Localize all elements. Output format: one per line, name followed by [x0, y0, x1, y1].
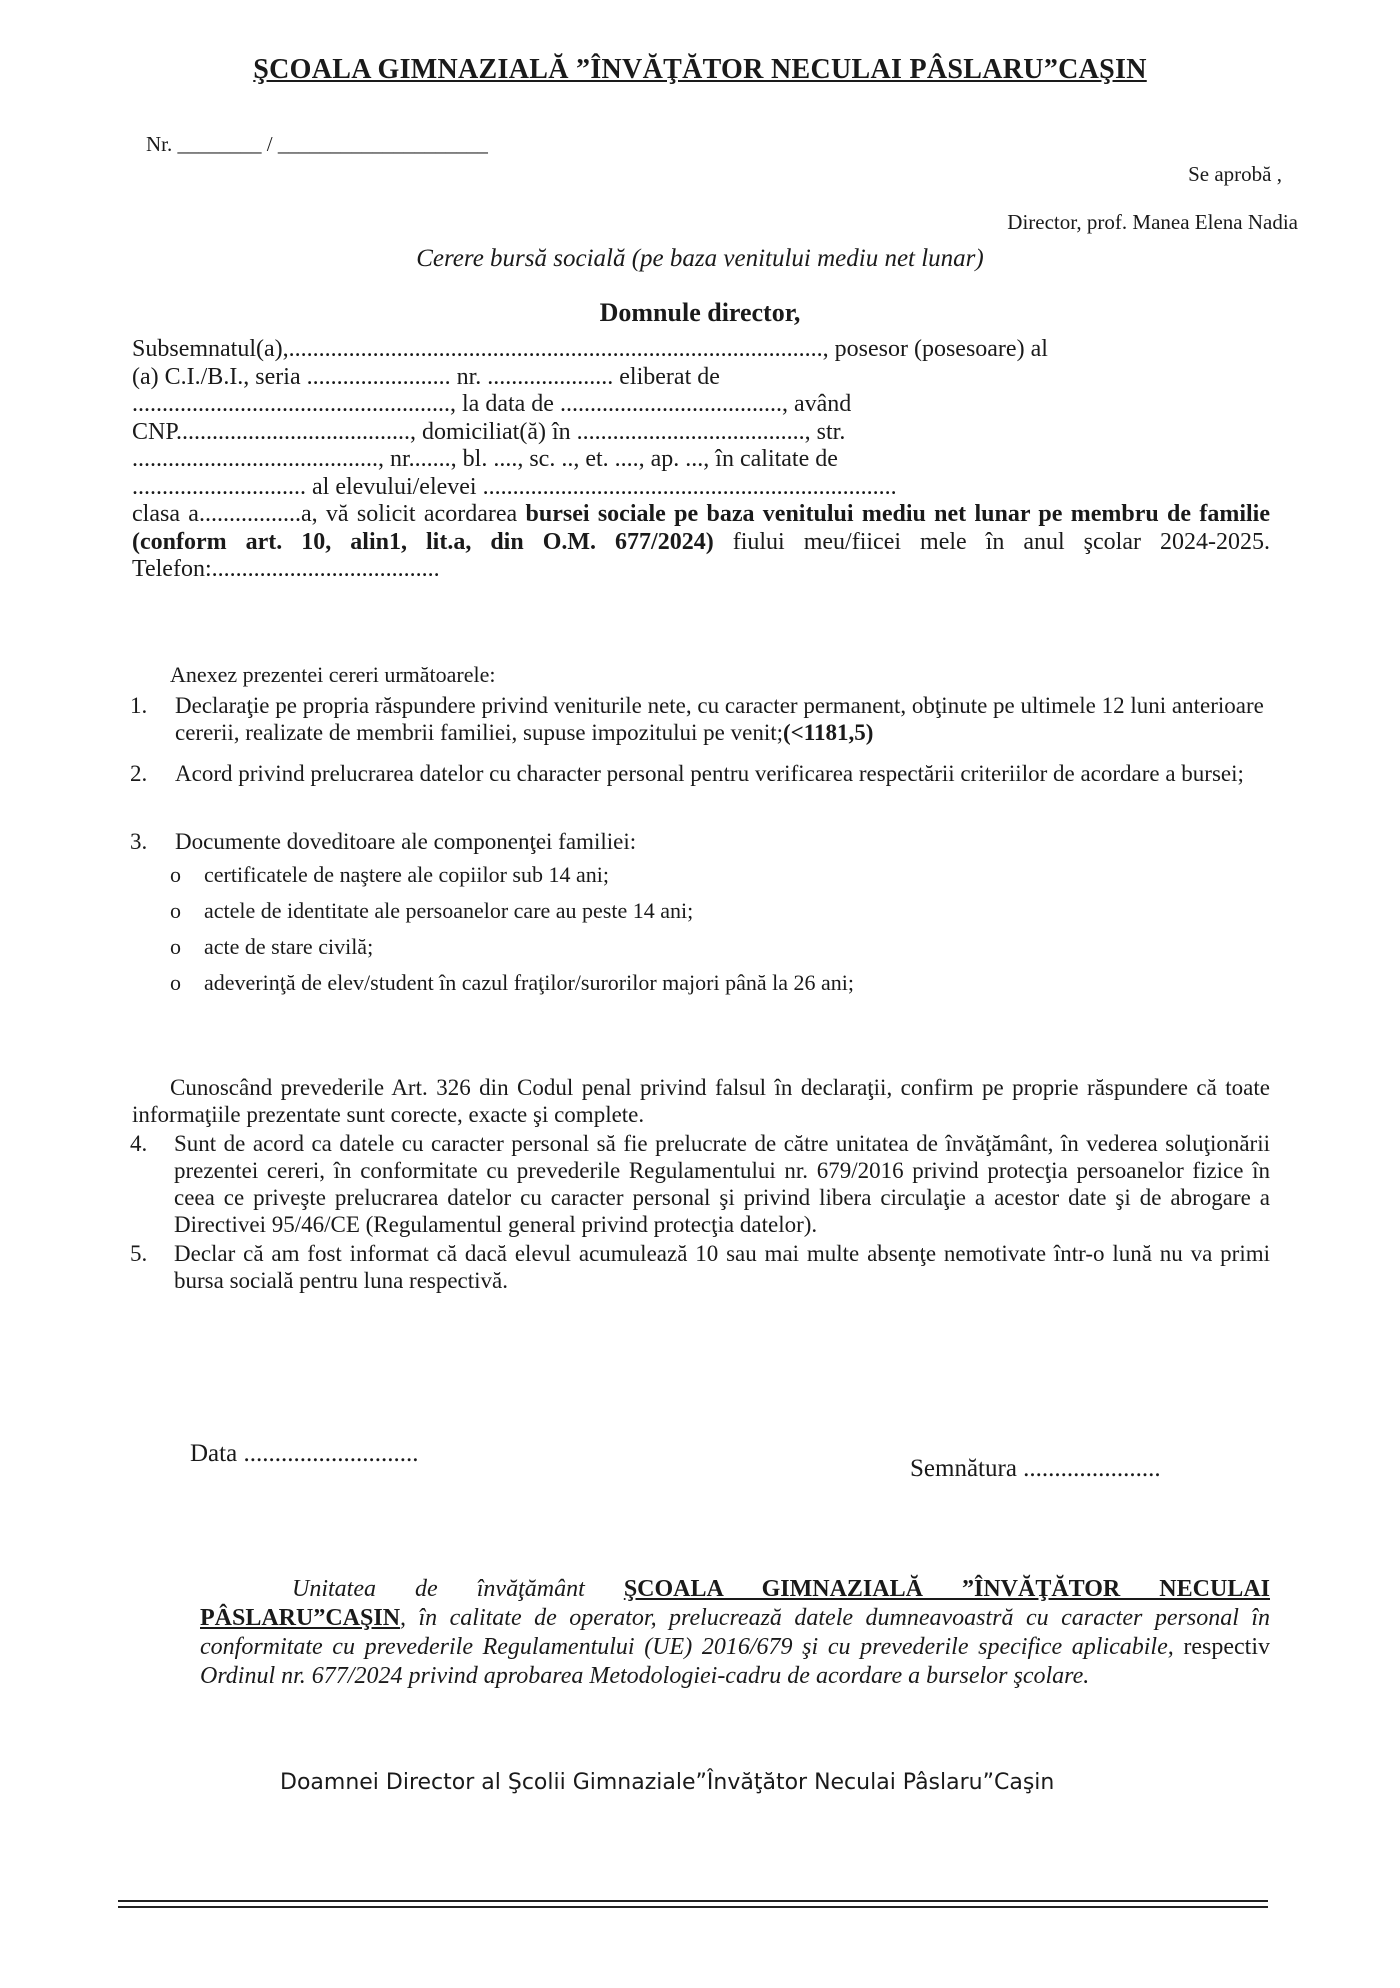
- item-number: 3.: [130, 829, 148, 854]
- item-number: 5.: [130, 1241, 148, 1266]
- bullet-icon: o: [170, 862, 181, 887]
- footer-divider: [118, 1900, 1268, 1902]
- request-title: Cerere bursă socială (pe baza venitului mediu net lunar): [416, 245, 984, 272]
- annex-item-2: [130, 760, 1280, 787]
- list-item: o acte de stare civilă;: [170, 934, 374, 959]
- item-number: 2.: [130, 761, 148, 786]
- item-number: 1.: [130, 693, 148, 718]
- footer-divider: [118, 1906, 1268, 1908]
- addressee-line: Doamnei Director al Şcolii Gimnaziale”Învăţător Neculai Pâslaru”Caşin: [280, 1770, 1055, 1795]
- item-text: Declaraţie pe propria răspundere privind veniturile nete, cu caracter permanent, obţinute pe ultimele 12 luni anterioare cererii, realizate de membrii familiei, supuse impozitului pe venit;: [175, 693, 1264, 745]
- list-item: o adeverinţă de elev/student în cazul fraţilor/surorilor majori până la 26 ani;: [170, 970, 854, 995]
- item-number: 4.: [130, 1131, 148, 1156]
- bullet-icon: o: [170, 898, 181, 923]
- signature-field[interactable]: Semnătura ......................: [910, 1455, 1161, 1482]
- list-item: o certificatele de naştere ale copiilor sub 14 ani;: [170, 862, 609, 887]
- request-line: ............................. al elevului/elevei .....................................................................: [132, 473, 897, 500]
- school-year-phone: fiului meu/fiicei mele în anul şcolar 2024-2025. Telefon:......................................: [132, 528, 1270, 582]
- item-text: Declar că am fost informat că dacă elevul acumulează 10 sau mai multe absenţe nemotivate într-o lună nu va primi bursa socială pentru luna respectivă.: [174, 1241, 1270, 1293]
- gdpr-notice: [200, 1575, 1270, 1691]
- list-item: o actele de identitate ale persoanelor care au peste 14 ani;: [170, 898, 694, 923]
- gdpr-order: Ordinul nr. 677/2024 privind aprobarea Metodologiei-cadru de acordare a burselor şcolare.: [200, 1663, 1090, 1689]
- annex-item-1: [130, 692, 1280, 746]
- income-threshold: (<1181,5): [783, 720, 874, 745]
- gdpr-prefix: Unitatea de învăţământ: [292, 1576, 585, 1602]
- item-text: Documente doveditoare ale componenţei familiei:: [175, 829, 637, 854]
- approval-label: Se aprobă ,: [1188, 162, 1282, 186]
- bullet-icon: o: [170, 934, 181, 959]
- request-line: ........................................., nr......., bl. ...., sc. .., et. ...., ap. ..., în calitate de: [132, 446, 838, 472]
- salutation: Domnule director,: [599, 298, 801, 327]
- request-line: Subsemnatul(a),........................................................................................., posesor (posesoare) al: [132, 336, 1048, 362]
- registration-number-line: Nr. ________ / ____________________: [146, 132, 488, 156]
- gdpr-school-name: ŞCOALA GIMNAZIALĂ ”ÎNVĂŢĂTOR NECULAI PÂSLARU”CAŞIN: [200, 1576, 1270, 1631]
- family-documents-list: [170, 862, 854, 1006]
- request-line: CNP......................................., domiciliat(ă) în ......................................, str.: [132, 418, 846, 445]
- item-text: Acord privind prelucrarea datelor cu character personal pentru verificarea respectării criteriilor de acordare a bursei;: [175, 761, 1244, 786]
- item-text: Sunt de acord ca datele cu caracter personal să fie prelucrate de către unitatea de învăţământ, în vederea soluţionării prezentei cereri, în conformitate cu prevederile Regulamentului nr. 679/2016 privind protecţia persoanelor fizice în ceea ce priveşte prelucrarea datelor cu caracter personal şi privind libera circulaţie a acestor date şi de abrogare a Directivei 95/46/CE (Regulamentul general privind protecţia datelor).: [174, 1131, 1270, 1237]
- penal-code-statement: Cunoscând prevederile Art. 326 din Codul penal privind falsul în declaraţii, confirm pe proprie răspundere că toate informaţiile prezentate sunt corecte, exacte şi complete.: [132, 1075, 1270, 1127]
- request-line: [132, 501, 1270, 584]
- school-title: ŞCOALA GIMNAZIALĂ ”ÎNVĂŢĂTOR NECULAI PÂSLARU”CAŞIN: [253, 54, 1147, 85]
- gdpr-respectiv: respectiv: [1183, 1634, 1271, 1660]
- declarations-section: [132, 1074, 1270, 1294]
- declaration-item-4: [132, 1130, 1270, 1238]
- annex-intro: Anexez prezentei cereri următoarele:: [170, 662, 496, 687]
- declaration-item-5: [132, 1240, 1270, 1294]
- date-field[interactable]: Data ............................: [190, 1440, 419, 1467]
- request-line: (a) C.I./B.I., seria ........................ nr. ..................... eliberat de: [132, 363, 720, 390]
- class-text: clasa a.................a, vă solicit acordarea: [132, 501, 518, 527]
- request-line: ....................................................., la data de ....................................., având: [132, 391, 852, 417]
- annex-item-3: [130, 828, 1280, 855]
- bullet-icon: o: [170, 970, 181, 995]
- gdpr-text: , în calitate de operator, prelucrează datele dumneavoastră cu caracter personal în conformitate cu prevederile Regulamentului (UE) 2016/679 şi cu prevederile specifice aplicabile,: [200, 1605, 1270, 1660]
- scholarship-type: bursei sociale pe baza venitului mediu net lunar pe membru de familie (conform art. 10, alin1, lit.a, din O.M. 677/2024): [132, 501, 1271, 555]
- request-body: [132, 336, 1270, 584]
- director-name: Director, prof. Manea Elena Nadia: [1007, 210, 1298, 234]
